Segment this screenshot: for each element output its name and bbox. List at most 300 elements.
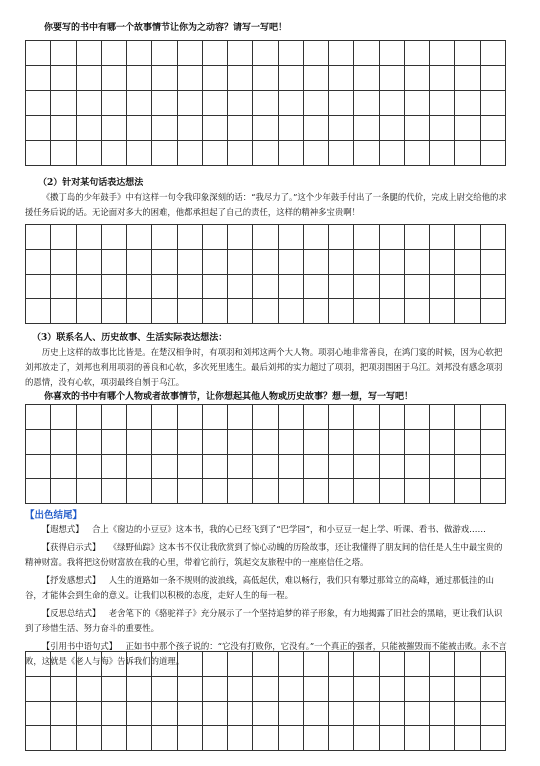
grid-cell	[101, 249, 126, 274]
grid-cell	[101, 429, 126, 454]
grid-cell	[127, 701, 152, 726]
grid-cell	[253, 479, 278, 504]
grid-cell	[51, 141, 76, 166]
grid-cell	[430, 652, 455, 677]
grid-cell	[480, 91, 506, 116]
grid-cell	[177, 66, 202, 91]
grid-cell	[101, 66, 126, 91]
grid-cell	[228, 66, 253, 91]
grid-cell	[329, 405, 354, 430]
grid-cell	[455, 249, 480, 274]
grid-cell	[101, 225, 126, 250]
grid-cell	[202, 41, 227, 66]
grid-cell	[228, 676, 253, 701]
grid-cell	[354, 249, 379, 274]
grid-cell	[329, 66, 354, 91]
grid-cell	[354, 479, 379, 504]
grid-cell	[404, 249, 429, 274]
grid-row	[26, 479, 506, 504]
grid-cell	[202, 249, 227, 274]
grid-cell	[76, 141, 101, 166]
grid-cell	[127, 91, 152, 116]
grid-cell	[127, 299, 152, 324]
ending-title: 【出色结尾】	[25, 510, 83, 521]
grid-cell	[379, 726, 404, 751]
grid-cell	[228, 479, 253, 504]
grid-cell	[329, 91, 354, 116]
grid-cell	[430, 429, 455, 454]
grid-cell	[455, 141, 480, 166]
grid-row	[26, 652, 506, 677]
grid-cell	[480, 454, 506, 479]
grid-cell	[177, 41, 202, 66]
grid-cell	[26, 116, 51, 141]
grid-cell	[202, 91, 227, 116]
grid-cell	[329, 249, 354, 274]
grid-cell	[278, 249, 303, 274]
grid-cell	[329, 116, 354, 141]
grid-cell	[379, 479, 404, 504]
grid-cell	[455, 66, 480, 91]
grid-cell	[76, 429, 101, 454]
grid-cell	[127, 41, 152, 66]
grid-cell	[253, 676, 278, 701]
grid-cell	[26, 652, 51, 677]
grid-cell	[26, 249, 51, 274]
grid-cell	[26, 479, 51, 504]
grid-cell	[430, 701, 455, 726]
grid-cell	[228, 91, 253, 116]
grid-cell	[354, 652, 379, 677]
grid-cell	[278, 652, 303, 677]
grid-cell	[303, 41, 328, 66]
grid-cell	[177, 701, 202, 726]
grid-row	[26, 726, 506, 751]
grid-row	[26, 676, 506, 701]
grid-cell	[430, 249, 455, 274]
grid-cell	[228, 652, 253, 677]
grid-cell	[152, 652, 177, 677]
grid-cell	[202, 429, 227, 454]
grid-cell	[379, 429, 404, 454]
ending-item-1: 【遐想式】 合上《窗边的小豆豆》这本书，我的心已经飞到了“巴学园”，和小豆豆一起上学、听课、看书、做游戏……	[41, 524, 486, 534]
grid-cell	[404, 701, 429, 726]
grid-cell	[101, 652, 126, 677]
grid-cell	[480, 225, 506, 250]
grid-cell	[404, 299, 429, 324]
grid-cell	[177, 429, 202, 454]
grid-row	[26, 429, 506, 454]
grid-cell	[404, 652, 429, 677]
writing-grid-3	[25, 404, 506, 504]
grid-cell	[127, 405, 152, 430]
grid-cell	[303, 225, 328, 250]
grid-cell	[152, 41, 177, 66]
grid-cell	[379, 225, 404, 250]
grid-cell	[101, 299, 126, 324]
grid-cell	[228, 701, 253, 726]
grid-cell	[76, 652, 101, 677]
grid-row	[26, 299, 506, 324]
grid-row	[26, 66, 506, 91]
grid-cell	[354, 726, 379, 751]
grid-cell	[26, 429, 51, 454]
grid-cell	[480, 249, 506, 274]
grid-cell	[51, 116, 76, 141]
grid-cell	[303, 676, 328, 701]
grid-cell	[480, 274, 506, 299]
grid-cell	[303, 479, 328, 504]
grid-cell	[152, 299, 177, 324]
grid-cell	[202, 701, 227, 726]
grid-cell	[127, 676, 152, 701]
grid-cell	[51, 429, 76, 454]
grid-cell	[76, 676, 101, 701]
grid-cell	[76, 225, 101, 250]
grid-cell	[51, 225, 76, 250]
writing-grid-4	[25, 651, 506, 751]
grid-cell	[354, 676, 379, 701]
grid-cell	[455, 479, 480, 504]
grid-cell	[329, 652, 354, 677]
grid-row	[26, 701, 506, 726]
grid-cell	[329, 429, 354, 454]
grid-cell	[404, 429, 429, 454]
grid-cell	[101, 91, 126, 116]
ending-item-4: 【反思总结式】 老舍笔下的《骆驼祥子》充分展示了一个坚持追梦的祥子形象，有力地揭露了旧社会的黑暗，更让我们认识到了珍惜生活、努力奋斗的重要性。	[25, 608, 503, 633]
grid-cell	[303, 299, 328, 324]
grid-cell	[329, 701, 354, 726]
grid-cell	[354, 66, 379, 91]
grid-cell	[51, 676, 76, 701]
grid-cell	[404, 479, 429, 504]
grid-cell	[228, 274, 253, 299]
grid-row	[26, 41, 506, 66]
grid-cell	[26, 141, 51, 166]
grid-cell	[455, 405, 480, 430]
grid-cell	[354, 91, 379, 116]
grid-cell	[127, 274, 152, 299]
grid-cell	[480, 141, 506, 166]
grid-cell	[404, 225, 429, 250]
grid-cell	[354, 116, 379, 141]
writing-grid-2	[25, 224, 506, 324]
grid-cell	[455, 454, 480, 479]
grid-cell	[51, 299, 76, 324]
grid-cell	[404, 274, 429, 299]
grid-cell	[51, 652, 76, 677]
grid-cell	[228, 41, 253, 66]
grid-cell	[26, 405, 51, 430]
grid-cell	[202, 405, 227, 430]
grid-row	[26, 141, 506, 166]
grid-cell	[51, 701, 76, 726]
grid-cell	[278, 66, 303, 91]
grid-cell	[253, 299, 278, 324]
grid-cell	[404, 405, 429, 430]
grid-cell	[152, 249, 177, 274]
grid-cell	[127, 429, 152, 454]
grid-row	[26, 225, 506, 250]
grid-cell	[430, 405, 455, 430]
grid-cell	[480, 652, 506, 677]
grid-cell	[430, 91, 455, 116]
grid-cell	[404, 676, 429, 701]
grid-cell	[51, 249, 76, 274]
grid-cell	[228, 141, 253, 166]
grid-cell	[152, 405, 177, 430]
grid-cell	[127, 652, 152, 677]
grid-cell	[152, 726, 177, 751]
grid-cell	[177, 479, 202, 504]
grid-cell	[278, 299, 303, 324]
grid-cell	[253, 225, 278, 250]
grid-cell	[177, 249, 202, 274]
grid-cell	[404, 141, 429, 166]
grid-cell	[455, 701, 480, 726]
grid-cell	[76, 41, 101, 66]
grid-cell	[329, 141, 354, 166]
grid-cell	[455, 41, 480, 66]
section-3-paragraph: 历史上这样的故事比比皆是。在楚汉相争时，有项羽和刘邦这两个大人物。项羽心地非常善良，在鸿门宴的时候，因为心软把刘邦放走了，刘邦也利用项羽的善良和心软，多次死里逃生。最后刘邦的实力超过了项羽，把项羽围困于乌江。刘邦没有感念项羽的恩情，没有心软，项羽最终自刎于乌江。	[25, 347, 503, 387]
grid-cell	[480, 66, 506, 91]
grid-cell	[278, 274, 303, 299]
grid-cell	[101, 41, 126, 66]
grid-cell	[278, 41, 303, 66]
grid-cell	[430, 41, 455, 66]
grid-cell	[379, 249, 404, 274]
grid-cell	[404, 66, 429, 91]
grid-cell	[455, 676, 480, 701]
grid-cell	[354, 429, 379, 454]
prompt-1: 你要写的书中有哪一个故事情节让你为之动容？请写一写吧！	[44, 23, 288, 33]
grid-cell	[177, 726, 202, 751]
grid-cell	[303, 91, 328, 116]
grid-cell	[101, 141, 126, 166]
grid-cell	[152, 91, 177, 116]
grid-cell	[480, 701, 506, 726]
grid-cell	[177, 405, 202, 430]
grid-cell	[253, 66, 278, 91]
grid-cell	[26, 726, 51, 751]
grid-cell	[354, 274, 379, 299]
grid-cell	[152, 66, 177, 91]
grid-cell	[278, 91, 303, 116]
section-2-heading: （2）针对某句话表达想法	[38, 178, 144, 188]
grid-cell	[228, 429, 253, 454]
grid-cell	[202, 299, 227, 324]
grid-cell	[202, 66, 227, 91]
grid-cell	[127, 116, 152, 141]
grid-cell	[177, 225, 202, 250]
grid-cell	[303, 701, 328, 726]
grid-cell	[177, 652, 202, 677]
grid-cell	[278, 116, 303, 141]
grid-cell	[177, 116, 202, 141]
grid-cell	[51, 726, 76, 751]
grid-cell	[329, 676, 354, 701]
grid-cell	[278, 676, 303, 701]
grid-cell	[379, 652, 404, 677]
grid-cell	[101, 726, 126, 751]
grid-cell	[152, 479, 177, 504]
grid-cell	[51, 405, 76, 430]
grid-cell	[430, 479, 455, 504]
grid-cell	[76, 116, 101, 141]
grid-cell	[152, 225, 177, 250]
ending-list	[25, 522, 510, 669]
grid-cell	[228, 405, 253, 430]
grid-cell	[455, 225, 480, 250]
grid-cell	[303, 454, 328, 479]
grid-cell	[202, 141, 227, 166]
grid-cell	[329, 41, 354, 66]
grid-cell	[354, 454, 379, 479]
grid-cell	[404, 454, 429, 479]
grid-row	[26, 249, 506, 274]
grid-cell	[51, 66, 76, 91]
grid-cell	[278, 225, 303, 250]
grid-cell	[101, 274, 126, 299]
grid-cell	[253, 91, 278, 116]
grid-cell	[455, 726, 480, 751]
grid-cell	[404, 116, 429, 141]
grid-cell	[455, 91, 480, 116]
grid-row	[26, 454, 506, 479]
grid-cell	[152, 274, 177, 299]
grid-cell	[303, 116, 328, 141]
grid-cell	[278, 405, 303, 430]
prompt-3: 你喜欢的书中有哪个人物或者故事情节，让你想起其他人物或历史故事？想一想，写一写吧！	[44, 392, 414, 402]
grid-cell	[26, 299, 51, 324]
grid-cell	[253, 41, 278, 66]
grid-cell	[379, 405, 404, 430]
grid-row	[26, 274, 506, 299]
grid-cell	[26, 454, 51, 479]
grid-cell	[177, 141, 202, 166]
grid-row	[26, 116, 506, 141]
grid-cell	[26, 91, 51, 116]
grid-cell	[253, 726, 278, 751]
grid-cell	[430, 141, 455, 166]
grid-cell	[354, 299, 379, 324]
grid-cell	[430, 66, 455, 91]
grid-cell	[76, 249, 101, 274]
grid-cell	[455, 116, 480, 141]
ending-item-2: 【获得启示式】 《绿野仙踪》这本书不仅让我欣赏到了惊心动魄的历险故事，还让我懂得了朋友间的信任是人生中最宝贵的精神财富。我将把这份财富放在我的心里，带着它前行，筑起交友旅程中的一座座信任之塔。	[25, 542, 503, 567]
grid-cell	[480, 726, 506, 751]
grid-cell	[228, 249, 253, 274]
grid-cell	[480, 479, 506, 504]
grid-cell	[127, 225, 152, 250]
grid-cell	[127, 479, 152, 504]
grid-cell	[329, 454, 354, 479]
grid-cell	[26, 225, 51, 250]
grid-cell	[379, 66, 404, 91]
grid-cell	[455, 274, 480, 299]
grid-cell	[51, 479, 76, 504]
grid-row	[26, 405, 506, 430]
grid-cell	[303, 66, 328, 91]
grid-cell	[253, 701, 278, 726]
grid-cell	[202, 225, 227, 250]
grid-cell	[354, 41, 379, 66]
grid-cell	[379, 701, 404, 726]
grid-cell	[177, 91, 202, 116]
grid-cell	[202, 652, 227, 677]
grid-cell	[101, 116, 126, 141]
grid-cell	[51, 41, 76, 66]
grid-cell	[228, 299, 253, 324]
grid-cell	[303, 274, 328, 299]
grid-cell	[101, 454, 126, 479]
grid-cell	[127, 66, 152, 91]
grid-cell	[253, 274, 278, 299]
ending-item-5: 【引用书中语句式】 正如书中那个孩子说的：“它没有打败你，它没有。”一个真正的强者，只能被摧毁而不能被击败。永不言败，这就是《老人与海》告诉我们的道理。	[25, 641, 507, 666]
grid-cell	[480, 116, 506, 141]
grid-cell	[26, 41, 51, 66]
writing-grid-1	[25, 40, 506, 166]
ending-item-3: 【抒发感想式】 人生的道路如一条不规则的波浪线，高低起伏，难以畅行，我们只有攀过那耸立的高峰，通过那低洼的山谷，才能体会到生命的意义。让我们以积极的态度，走好人生的每一程。	[25, 575, 495, 600]
grid-cell	[430, 299, 455, 324]
grid-cell	[76, 91, 101, 116]
grid-cell	[76, 454, 101, 479]
grid-cell	[480, 405, 506, 430]
grid-cell	[177, 299, 202, 324]
grid-cell	[51, 274, 76, 299]
grid-cell	[253, 116, 278, 141]
grid-cell	[26, 701, 51, 726]
grid-cell	[430, 454, 455, 479]
grid-cell	[303, 726, 328, 751]
grid-cell	[480, 299, 506, 324]
grid-cell	[253, 141, 278, 166]
grid-cell	[430, 274, 455, 299]
grid-cell	[76, 274, 101, 299]
grid-cell	[278, 701, 303, 726]
grid-cell	[152, 701, 177, 726]
grid-cell	[354, 225, 379, 250]
grid-cell	[202, 726, 227, 751]
grid-cell	[152, 141, 177, 166]
grid-cell	[76, 726, 101, 751]
grid-row	[26, 91, 506, 116]
grid-cell	[26, 66, 51, 91]
grid-cell	[480, 676, 506, 701]
grid-cell	[329, 299, 354, 324]
grid-cell	[202, 676, 227, 701]
grid-cell	[152, 676, 177, 701]
grid-cell	[228, 726, 253, 751]
grid-cell	[152, 454, 177, 479]
grid-cell	[253, 249, 278, 274]
grid-cell	[303, 141, 328, 166]
grid-cell	[404, 726, 429, 751]
grid-cell	[480, 41, 506, 66]
grid-cell	[455, 652, 480, 677]
grid-cell	[303, 249, 328, 274]
grid-cell	[76, 479, 101, 504]
grid-cell	[76, 405, 101, 430]
grid-cell	[354, 141, 379, 166]
grid-cell	[278, 454, 303, 479]
grid-cell	[202, 479, 227, 504]
grid-cell	[455, 299, 480, 324]
grid-cell	[404, 91, 429, 116]
grid-cell	[127, 726, 152, 751]
grid-cell	[127, 141, 152, 166]
grid-cell	[76, 299, 101, 324]
